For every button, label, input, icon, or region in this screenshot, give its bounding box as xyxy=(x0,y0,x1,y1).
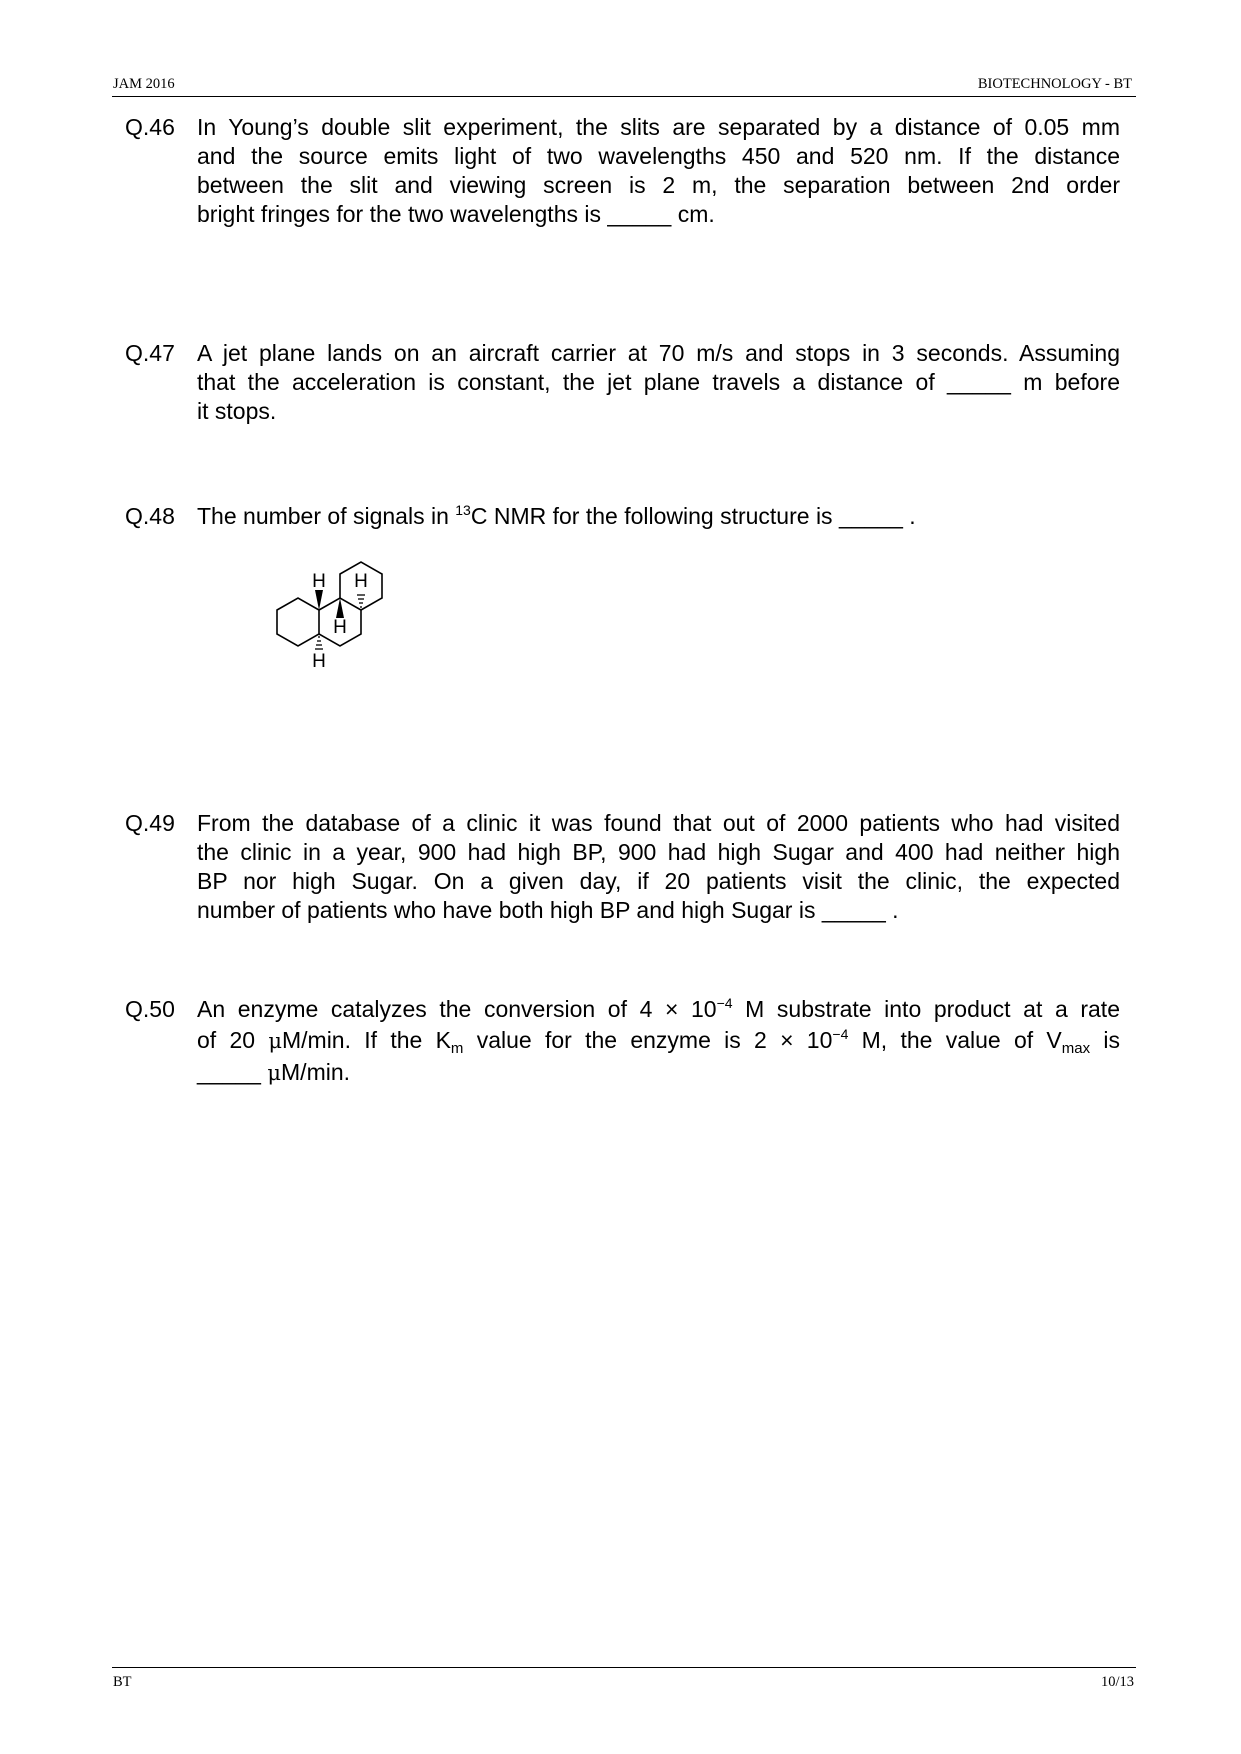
hydrogen-label: H xyxy=(312,651,326,672)
micro-symbol: μ xyxy=(267,1061,282,1085)
text-segment: M substrate into product at a rate xyxy=(732,996,1120,1022)
text-segment: M, the value of V xyxy=(848,1027,1062,1053)
text-segment: M/min. xyxy=(281,1059,351,1085)
subscript: max xyxy=(1061,1040,1091,1057)
text-segment: is xyxy=(1090,1027,1121,1053)
question-line: BP nor high Sugar. On a given day, if 20 patients visit the clinic, the expected xyxy=(197,868,1120,894)
text-segment: An enzyme catalyzes the conversion of 4 × 10 xyxy=(197,996,717,1022)
question-line: and the source emits light of two wavelengths 450 and 520 nm. If the distance xyxy=(197,143,1120,169)
page-header xyxy=(112,74,1136,97)
question-line: A jet plane lands on an aircraft carrier at 70 m/s and stops in 3 seconds. Assuming xyxy=(197,340,1120,366)
question-number: Q.47 xyxy=(125,340,175,366)
exponent: −4 xyxy=(716,995,733,1011)
hash-bond xyxy=(357,595,365,607)
micro-symbol: μ xyxy=(268,1029,282,1053)
question-text xyxy=(197,994,1120,1089)
exponent: −4 xyxy=(832,1026,849,1042)
text-segment: of 20 xyxy=(197,1027,269,1053)
question-number: Q.50 xyxy=(125,996,175,1022)
question-text xyxy=(197,502,1120,531)
exam-name: JAM 2016 xyxy=(113,76,175,92)
question-line: between the slit and viewing screen is 2 m, the separation between 2nd order xyxy=(197,172,1120,198)
question-text xyxy=(197,339,1120,426)
text-segment: _____ xyxy=(197,1059,268,1085)
question-line: In Young’s double slit experiment, the slits are separated by a distance of 0.05 mm xyxy=(197,114,1120,140)
hydrogen-label: H xyxy=(354,571,368,592)
page-footer xyxy=(112,1667,1136,1694)
isotope-superscript: 13 xyxy=(455,502,471,518)
hash-bond xyxy=(315,637,323,649)
question-line: it stops. xyxy=(197,398,277,424)
question-line xyxy=(197,994,1120,1025)
paper-subject: BIOTECHNOLOGY - BT xyxy=(977,76,1132,92)
question-line: From the database of a clinic it was found that out of 2000 patients who had visited xyxy=(197,810,1120,836)
question-text xyxy=(197,809,1120,925)
question-number: Q.49 xyxy=(125,810,175,836)
question-text xyxy=(197,113,1120,229)
perhydrophenanthrene-structure xyxy=(268,542,418,672)
question-line: bright fringes for the two wavelengths is _____ cm. xyxy=(197,201,715,227)
text-segment: The number of signals in xyxy=(197,503,456,529)
wedge-bond xyxy=(315,590,323,610)
ring-a-bonds xyxy=(277,598,319,646)
question-line: number of patients who have both high BP and high Sugar is _____ . xyxy=(197,897,899,923)
question-number: Q.48 xyxy=(125,503,175,529)
paper-code: BT xyxy=(113,1674,132,1690)
hydrogen-label: H xyxy=(312,571,326,592)
question-line: the clinic in a year, 900 had high BP, 900 had high Sugar and 400 had neither high xyxy=(197,839,1120,865)
hydrogen-label: H xyxy=(333,617,347,638)
page-number: 10/13 xyxy=(1100,1674,1134,1690)
question-line xyxy=(197,1025,1120,1057)
text-segment: M/min. If the K xyxy=(281,1027,451,1053)
text-segment: value for the enzyme is 2 × 10 xyxy=(463,1027,833,1053)
question-line: that the acceleration is constant, the jet plane travels a distance of _____ m before xyxy=(197,369,1120,395)
wedge-bond xyxy=(336,598,344,618)
subscript: m xyxy=(450,1040,464,1057)
question-line xyxy=(197,502,1120,531)
text-segment: C NMR for the following structure is _____ . xyxy=(470,503,916,529)
question-line xyxy=(197,1057,1120,1089)
question-number: Q.46 xyxy=(125,114,175,140)
